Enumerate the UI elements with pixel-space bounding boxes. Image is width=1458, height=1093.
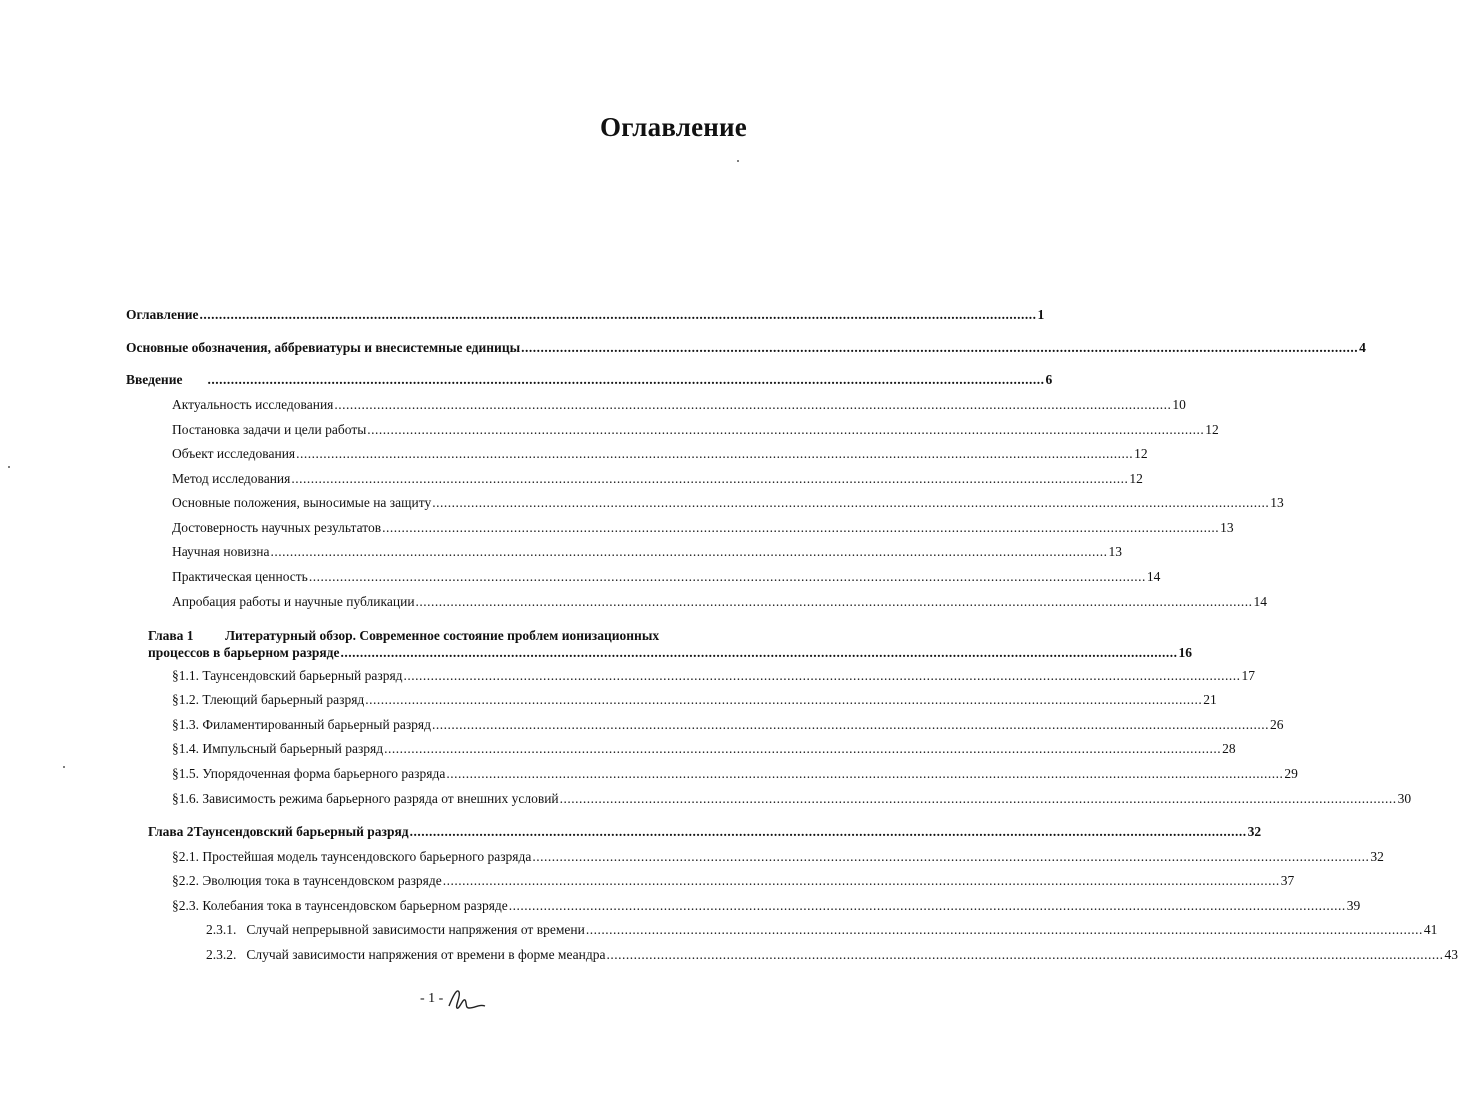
toc-section-label: §1.2. Тлеющий барьерный разряд bbox=[172, 692, 365, 707]
leader-dots: ........................................................................................................................................................................................................................ bbox=[446, 766, 1284, 781]
leader-dots: ........................................................................................................................................................................................................................ bbox=[521, 340, 1359, 355]
leader-dots: ........................................................................................................................................................................................................................ bbox=[308, 569, 1146, 584]
leader-dots: ........................................................................................................................................................................................................................ bbox=[442, 873, 1280, 888]
toc-subsection-label: Случай зависимости напряжения от времени в форме меандра bbox=[246, 947, 606, 962]
toc-section-page: 21 bbox=[1203, 692, 1217, 707]
leader-dots: ........................................................................................................................................................................................................................ bbox=[409, 824, 1247, 839]
toc-subsection-page: 43 bbox=[1444, 947, 1458, 962]
page-footer bbox=[420, 984, 493, 1014]
toc-section[interactable] bbox=[172, 692, 1217, 708]
toc-entry-label: Основные положения, выносимые на защиту bbox=[172, 495, 432, 510]
chapter-number: Глава 2 bbox=[148, 824, 194, 839]
toc-subsection-page: 41 bbox=[1423, 922, 1438, 937]
toc-section-label: §2.3. Колебания тока в таунсендовском барьерном разряде bbox=[172, 898, 508, 913]
toc-entry[interactable] bbox=[172, 422, 1219, 438]
toc-entry-label: Практическая ценность bbox=[172, 569, 308, 584]
toc-entry-page: 6 bbox=[1045, 372, 1053, 387]
leader-dots: ........................................................................................................................................................................................................................ bbox=[340, 645, 1178, 660]
toc-entry[interactable] bbox=[172, 544, 1123, 560]
toc-entry-page: 12 bbox=[1134, 446, 1148, 461]
leader-dots: ........................................................................................................................................................................................................................ bbox=[365, 692, 1203, 707]
toc-section-label: §1.1. Таунсендовский барьерный разряд bbox=[172, 668, 403, 683]
toc-section-page: 29 bbox=[1284, 766, 1298, 781]
leader-dots: ........................................................................................................................................................................................................................ bbox=[606, 947, 1444, 962]
toc-entry[interactable] bbox=[172, 594, 1268, 610]
toc-section-page: 26 bbox=[1270, 717, 1284, 732]
toc-section-label: §1.6. Зависимость режима барьерного разряда от внешних условий bbox=[172, 791, 559, 806]
scan-speck bbox=[8, 466, 10, 468]
chapter-number: Глава 1 bbox=[148, 628, 194, 643]
toc-section-page: 28 bbox=[1222, 741, 1236, 756]
leader-dots: ........................................................................................................................................................................................................................ bbox=[532, 849, 1370, 864]
toc-entry-page: 14 bbox=[1253, 594, 1268, 609]
page-title: Оглавление bbox=[600, 112, 747, 142]
leader-dots: ........................................................................................................................................................................................................................ bbox=[207, 372, 1045, 387]
toc-subsection-number: 2.3.2. bbox=[206, 947, 237, 962]
toc-entry[interactable] bbox=[172, 471, 1143, 487]
scan-speck bbox=[737, 160, 739, 162]
toc-section-label: §1.5. Упорядоченная форма барьерного разряда bbox=[172, 766, 446, 781]
leader-dots: ........................................................................................................................................................................................................................ bbox=[403, 668, 1241, 683]
toc-entry-page: 14 bbox=[1146, 569, 1161, 584]
page-number: - 1 - bbox=[420, 991, 444, 1006]
toc-section-page: 37 bbox=[1280, 873, 1295, 888]
toc-section-label: §1.4. Импульсный барьерный разряд bbox=[172, 741, 384, 756]
toc-section-label: §1.3. Филаментированный барьерный разряд bbox=[172, 717, 431, 732]
toc-entry-page: 13 bbox=[1108, 544, 1123, 559]
toc-entry-page: 1 bbox=[1037, 307, 1045, 322]
toc-entry-label: Постановка задачи и цели работы bbox=[172, 422, 367, 437]
toc-section[interactable] bbox=[172, 791, 1412, 807]
toc-section[interactable] bbox=[172, 717, 1284, 733]
toc-section-label: §2.2. Эволюция тока в таунсендовском разряде bbox=[172, 873, 442, 888]
scan-speck bbox=[63, 766, 65, 768]
toc-chapter-2[interactable] bbox=[148, 823, 1262, 840]
toc-section-page: 30 bbox=[1397, 791, 1412, 806]
toc-entry-label: Объект исследования bbox=[172, 446, 296, 461]
toc-entry[interactable] bbox=[172, 569, 1161, 585]
toc-entry-label: Оглавление bbox=[126, 307, 199, 322]
toc-entry-label: Актуальность исследования bbox=[172, 397, 334, 412]
toc-subsection[interactable] bbox=[206, 922, 1438, 938]
toc-entry[interactable] bbox=[126, 307, 1045, 323]
toc-entry[interactable] bbox=[172, 397, 1186, 413]
toc-subsection[interactable] bbox=[206, 947, 1458, 963]
handwritten-signature bbox=[445, 984, 493, 1014]
leader-dots: ........................................................................................................................................................................................................................ bbox=[415, 594, 1253, 609]
chapter-page: 16 bbox=[1178, 645, 1193, 660]
toc-entry-label: Апробация работы и научные публикации bbox=[172, 594, 415, 609]
toc-entry[interactable] bbox=[172, 520, 1234, 536]
toc-entry-page: 13 bbox=[1270, 495, 1284, 510]
leader-dots: ........................................................................................................................................................................................................................ bbox=[296, 446, 1134, 461]
leader-dots: ........................................................................................................................................................................................................................ bbox=[585, 922, 1423, 937]
toc-section[interactable] bbox=[172, 873, 1295, 889]
toc-section[interactable] bbox=[172, 668, 1256, 684]
toc-section[interactable] bbox=[172, 849, 1384, 865]
toc-entry-label: Метод исследования bbox=[172, 471, 291, 486]
toc-section-page: 32 bbox=[1370, 849, 1384, 864]
leader-dots: ........................................................................................................................................................................................................................ bbox=[270, 544, 1108, 559]
toc-entry-page: 12 bbox=[1129, 471, 1143, 486]
toc-entry-label: Достоверность научных результатов bbox=[172, 520, 382, 535]
toc-entry-page: 10 bbox=[1172, 397, 1186, 412]
toc-section-label: §2.1. Простейшая модель таунсендовского барьерного разряда bbox=[172, 849, 532, 864]
chapter-title-line-2: процессов в барьерном разряде bbox=[148, 645, 340, 660]
leader-dots: ........................................................................................................................................................................................................................ bbox=[508, 898, 1346, 913]
chapter-title-line-1: Литературный обзор. Современное состояние проблем ионизационных bbox=[225, 628, 660, 643]
toc-entry[interactable] bbox=[172, 495, 1284, 511]
chapter-title: Таунсендовский барьерный разряд bbox=[193, 824, 409, 839]
toc-section[interactable] bbox=[172, 898, 1361, 914]
leader-dots: ........................................................................................................................................................................................................................ bbox=[432, 495, 1270, 510]
toc-chapter-1[interactable] bbox=[148, 627, 1193, 661]
toc-entry-label: Основные обозначения, аббревиатуры и внесистемные единицы bbox=[126, 340, 521, 355]
toc-entry[interactable] bbox=[126, 372, 1053, 388]
leader-dots: ........................................................................................................................................................................................................................ bbox=[334, 397, 1172, 412]
toc-entry[interactable] bbox=[126, 340, 1366, 356]
toc-section-page: 39 bbox=[1346, 898, 1361, 913]
chapter-page: 32 bbox=[1247, 824, 1262, 839]
leader-dots: ........................................................................................................................................................................................................................ bbox=[382, 520, 1220, 535]
leader-dots: ........................................................................................................................................................................................................................ bbox=[432, 717, 1269, 732]
toc-section[interactable] bbox=[172, 766, 1298, 782]
toc-entry-page: 13 bbox=[1220, 520, 1234, 535]
leader-dots: ........................................................................................................................................................................................................................ bbox=[367, 422, 1205, 437]
leader-dots: ........................................................................................................................................................................................................................ bbox=[384, 741, 1222, 756]
toc-section-page: 17 bbox=[1241, 668, 1256, 683]
toc-entry-label: Научная новизна bbox=[172, 544, 270, 559]
toc-subsection-number: 2.3.1. bbox=[206, 922, 237, 937]
leader-dots: ........................................................................................................................................................................................................................ bbox=[559, 791, 1397, 806]
leader-dots: ........................................................................................................................................................................................................................ bbox=[199, 307, 1037, 322]
leader-dots: ........................................................................................................................................................................................................................ bbox=[291, 471, 1129, 486]
toc-entry-page: 4 bbox=[1359, 340, 1366, 355]
toc-subsection-label: Случай непрерывной зависимости напряжения от времени bbox=[246, 922, 585, 937]
toc-entry-page: 12 bbox=[1205, 422, 1219, 437]
toc-entry[interactable] bbox=[172, 446, 1148, 462]
toc-entry-label: Введение bbox=[126, 372, 183, 387]
toc-section[interactable] bbox=[172, 741, 1236, 757]
